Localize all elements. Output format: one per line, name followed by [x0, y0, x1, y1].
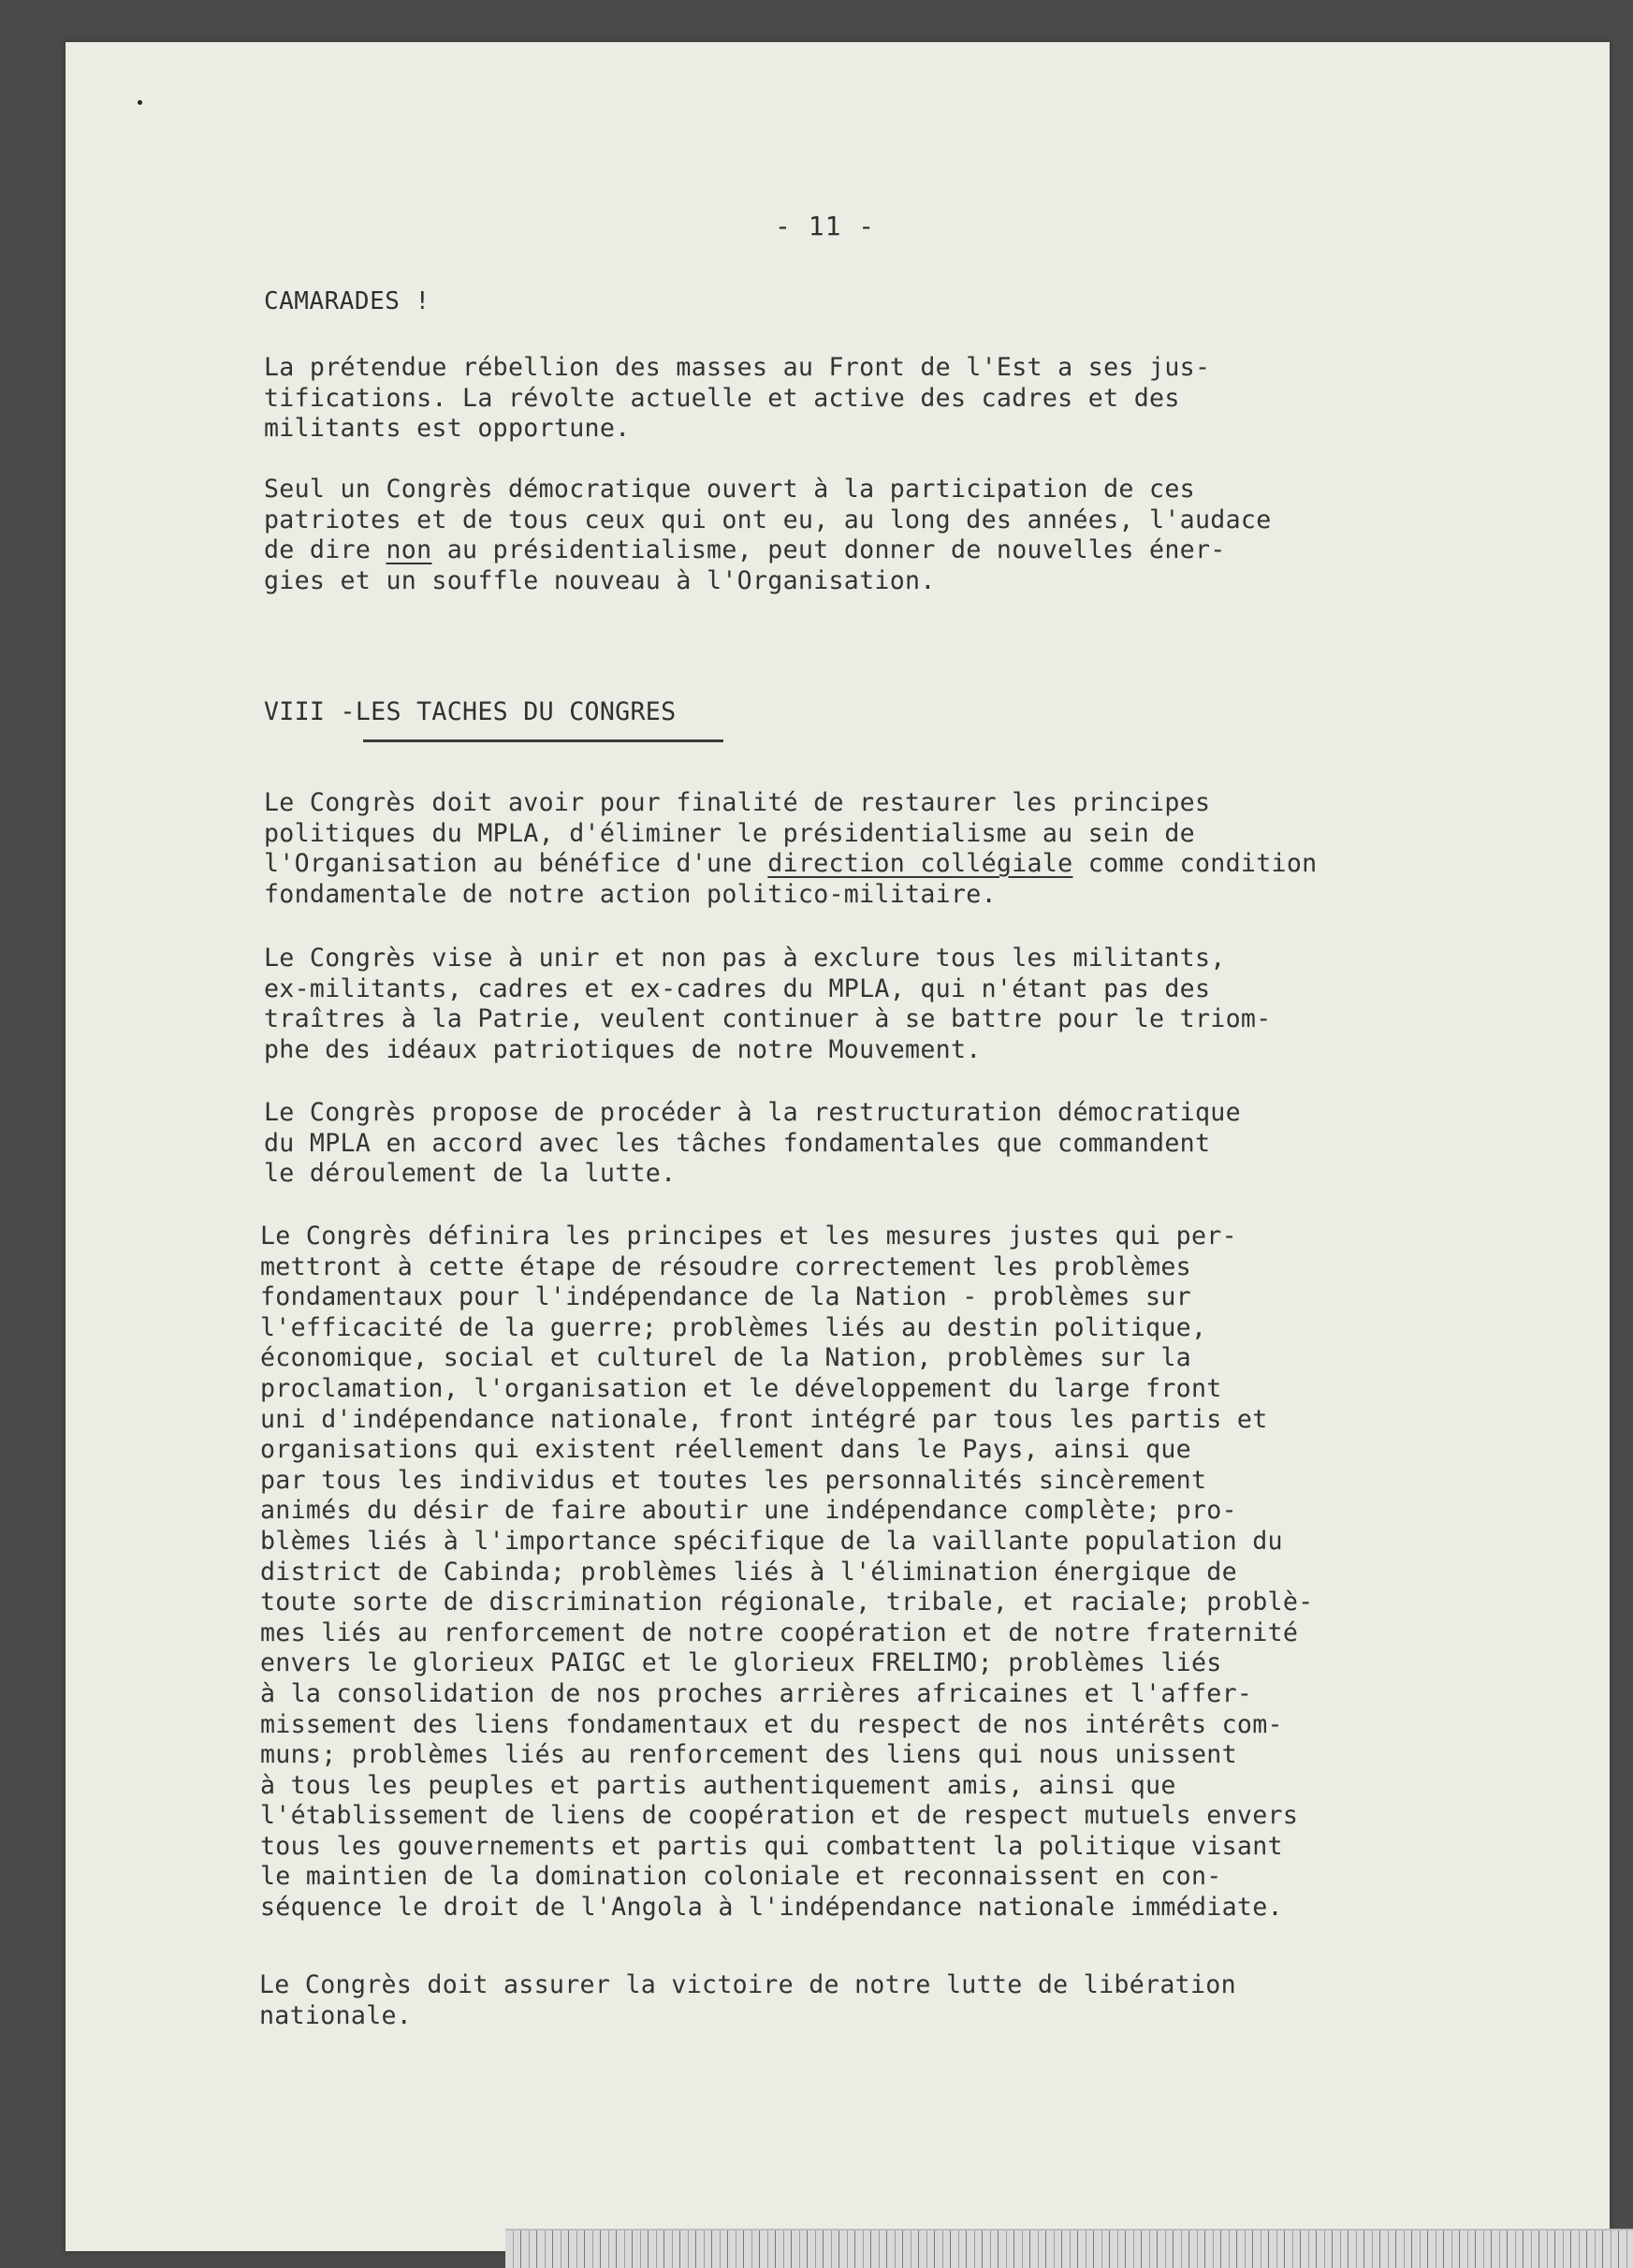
document-page [66, 42, 1610, 2251]
paragraph-text: Seul un Congrès démocratique ouvert à la participation de ces patriotes et de tous ceux qui ont eu, au long des années, l'audace de dire [264, 475, 1272, 564]
paragraph-congress-victory: Le Congrès doit assurer la victoire de notre lutte de libération nationale. [259, 1970, 1236, 2030]
scan-ruler [505, 2229, 1633, 2268]
paragraph-text: comme condition fondamentale de notre action politico-militaire. [264, 849, 1318, 909]
page-number: - 11 - [775, 211, 876, 241]
paragraph-congress-finality [264, 788, 1317, 910]
paragraph-text: au présidentialisme, peut donner de nouvelles éner- gies et un souffle nouveau à l'Organisation. [264, 535, 1226, 595]
section-heading: VIII -LES TACHES DU CONGRES [264, 697, 677, 726]
paragraph-democratic-congress [264, 475, 1272, 596]
paragraph-text: Le Congrès doit avoir pour finalité de restaurer les principes politiques du MPLA, d'éliminer le présidentialisme au sein de l'Organisation au bénéfice d'une [264, 788, 1211, 878]
underlined-word-non: non [386, 535, 432, 564]
ink-speck [138, 100, 142, 105]
paragraph-rebellion: La prétendue rébellion des masses au Front de l'Est a ses jus- tifications. La révolte actuelle et active des cadres et des militants est opportune. [264, 353, 1211, 443]
paragraph-congress-restructuration: Le Congrès propose de procéder à la restructuration démocratique du MPLA en accord avec les tâches fondamentales que commandent le déroulement de la lutte. [264, 1098, 1241, 1188]
salutation: CAMARADES ! [264, 287, 430, 315]
heading-underline [363, 739, 723, 742]
paragraph-congress-unite: Le Congrès vise à unir et non pas à exclure tous les militants, ex-militants, cadres et ex-cadres du MPLA, qui n'étant pas des traîtres à la Patrie, veulent continuer à se battre pour le triom- phe des idéaux patriotiques de notre Mouvement. [264, 944, 1272, 1064]
underlined-phrase-direction-collegiale: direction collégiale [767, 849, 1073, 878]
paragraph-congress-principles: Le Congrès définira les principes et les mesures justes qui per- mettront à cette étape de résoudre correctement les problèmes fondamentaux pour l'indépendance de la Nation - problèmes sur l'efficacité de la guerre; problèmes liés au destin politique, économique, social et culturel de la Nation, problèmes sur la proclamation, l'organisation et le développement du large front uni d'indépendance nationale, front intégré par tous les partis et organisations qui existent réellement dans le Pays, ainsi que par tous les individus et toutes les personnalités sincèrement animés du désir de faire aboutir une indépendance complète; pro- blèmes liés à l'importance spécifique de la vaillante population du district de Cabinda; problèmes liés à l'élimination énergique de toute sorte de discrimination régionale, tribale, et raciale; problè- mes liés au renforcement de notre coopération et de notre fraternité envers le glorieux PAIGC et le glorieux FRELIMO; problèmes liés à la consolidation de nos proches arrières africaines et l'affer- missement des liens fondamentaux et du respect de nos intérêts com- muns; problèmes liés au renforcement des liens qui nous unissent à tous les peuples et partis authentiquement amis, ainsi que l'établissement de liens de coopération et de respect mutuels envers tous les gouvernements et partis qui combattent la politique visant le maintien de la domination coloniale et reconnaissent en con- séquence le droit de l'Angola à l'indépendance nationale immédiate. [260, 1222, 1314, 1923]
